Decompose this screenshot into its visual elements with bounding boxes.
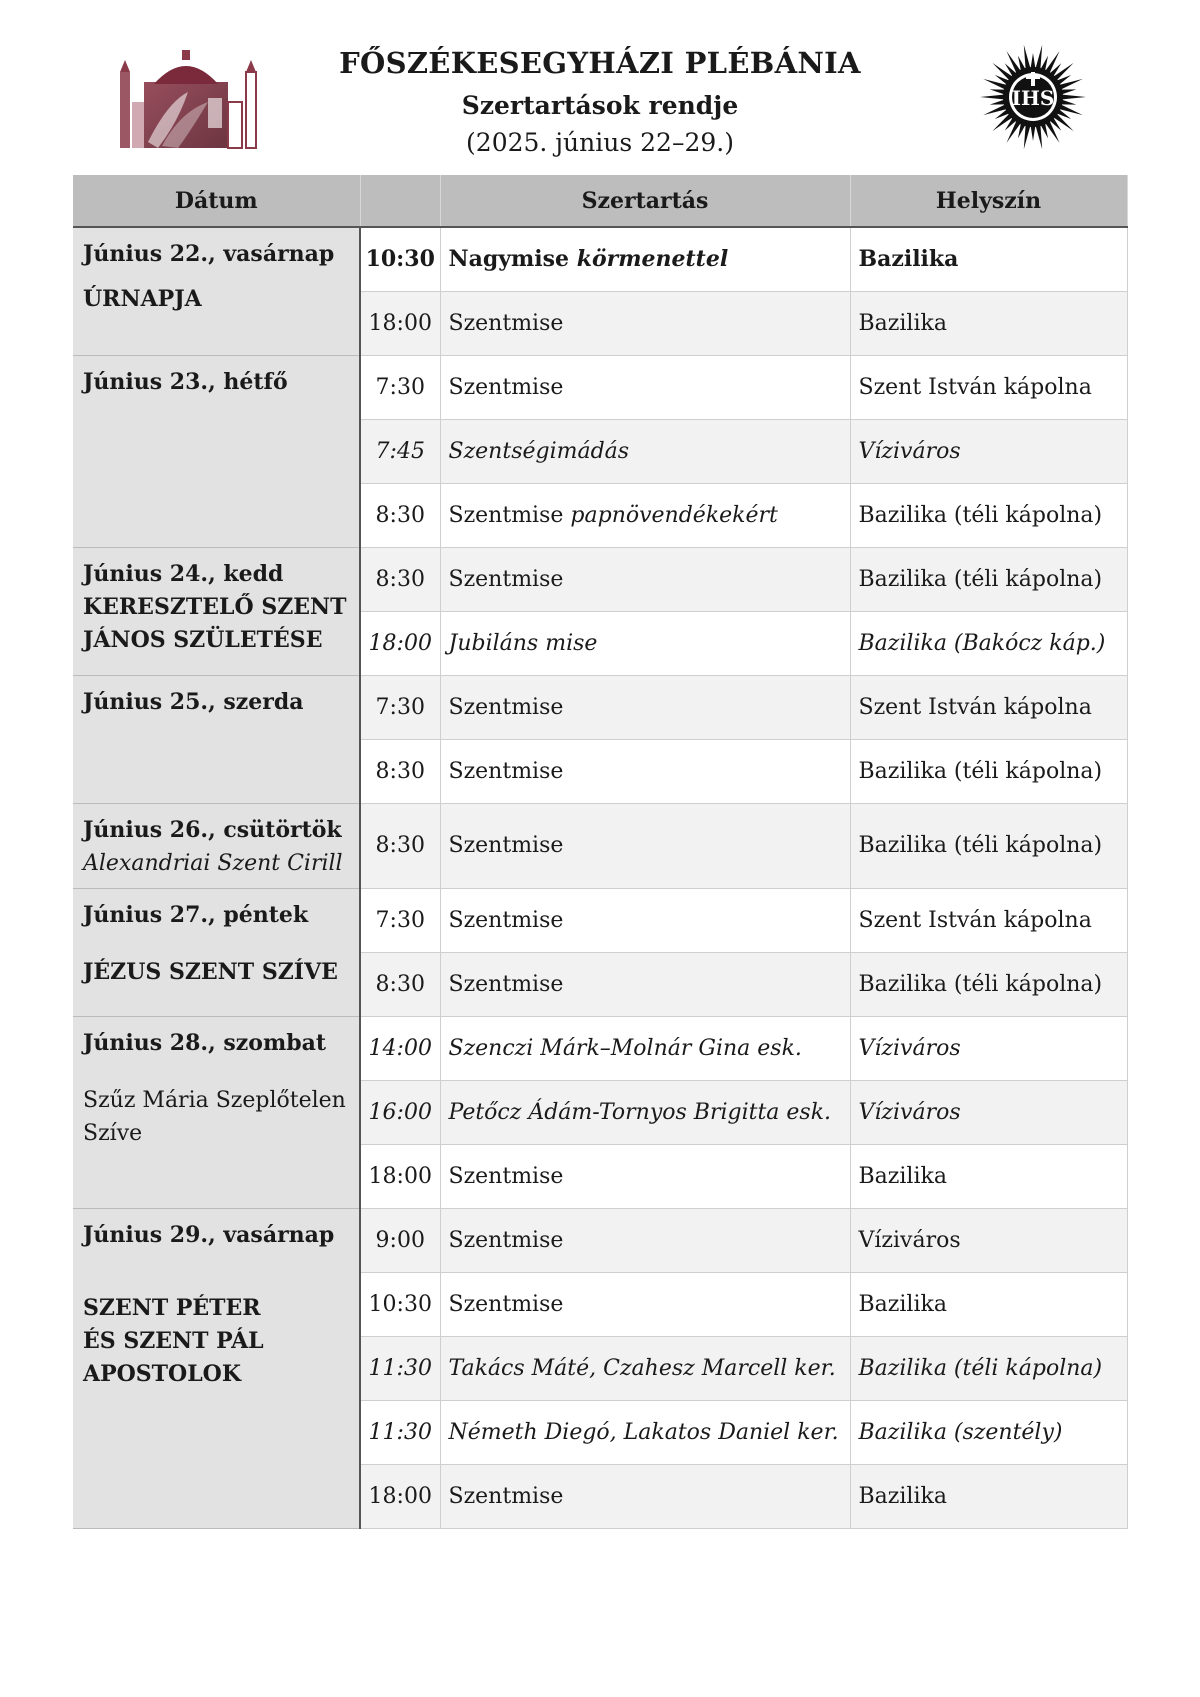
service-cell — [440, 1400, 850, 1464]
location-cell: Szent István kápolna — [850, 675, 1127, 739]
date-cell — [73, 803, 360, 888]
service-cell — [440, 1464, 850, 1528]
column-header-service: Szertartás — [440, 175, 850, 227]
day-label: Június 28., szombat — [83, 1029, 327, 1056]
day-label: Június 27., péntek — [83, 901, 309, 928]
service-cell — [440, 355, 850, 419]
service-cell — [440, 803, 850, 888]
location-cell: Bazilika — [850, 227, 1127, 291]
time-cell: 8:30 — [360, 483, 440, 547]
service-cell — [440, 1144, 850, 1208]
table-row — [73, 1208, 1127, 1272]
service-cell — [440, 227, 850, 291]
service-name: Szentségimádás — [448, 438, 630, 464]
location-cell: Bazilika — [850, 1272, 1127, 1336]
page-subtitle: Szertartások rendje — [461, 91, 739, 120]
feast-label: ÉS SZENT PÁL — [83, 1327, 264, 1354]
service-name: Szentmise — [448, 502, 571, 528]
location-cell: Bazilika (szentély) — [850, 1400, 1127, 1464]
service-name: Szentmise — [448, 971, 564, 997]
table-header-row — [73, 175, 1127, 227]
time-cell: 14:00 — [360, 1016, 440, 1080]
service-name: Szentmise — [448, 1163, 564, 1189]
feast-label: Szűz Mária Szeplőtelen — [83, 1087, 346, 1113]
table-row — [73, 355, 1127, 419]
time-cell: 18:00 — [360, 291, 440, 355]
date-cell — [73, 1016, 360, 1208]
location-cell: Bazilika (téli kápolna) — [850, 739, 1127, 803]
location-cell: Szent István kápolna — [850, 888, 1127, 952]
location-cell: Bazilika — [850, 1144, 1127, 1208]
day-label: Június 29., vasárnap — [83, 1221, 335, 1248]
date-cell — [73, 888, 360, 1016]
column-header-location: Helyszín — [850, 175, 1127, 227]
location-cell: Bazilika (téli kápolna) — [850, 1336, 1127, 1400]
table-row — [73, 803, 1127, 888]
service-name: Szentmise — [448, 1227, 564, 1253]
date-cell — [73, 355, 360, 547]
table-row — [73, 227, 1127, 291]
time-cell: 18:00 — [360, 611, 440, 675]
feast-label: SZENT PÉTER — [83, 1294, 261, 1321]
location-cell: Bazilika (téli kápolna) — [850, 803, 1127, 888]
time-cell: 8:30 — [360, 952, 440, 1016]
service-name: Szentmise — [448, 1483, 564, 1509]
time-cell: 16:00 — [360, 1080, 440, 1144]
location-cell: Bazilika (téli kápolna) — [850, 483, 1127, 547]
service-cell — [440, 419, 850, 483]
date-cell — [73, 227, 360, 355]
location-cell: Bazilika (Bakócz káp.) — [850, 611, 1127, 675]
service-cell — [440, 888, 850, 952]
time-cell: 18:00 — [360, 1144, 440, 1208]
basilica-logo-icon — [118, 42, 258, 150]
service-cell — [440, 1272, 850, 1336]
service-cell — [440, 952, 850, 1016]
feast-label: KERESZTELŐ SZENT — [83, 593, 347, 620]
ihs-sun-emblem-icon — [978, 42, 1088, 152]
service-cell — [440, 547, 850, 611]
page-header — [0, 0, 1200, 175]
table-row — [73, 675, 1127, 739]
service-cell — [440, 675, 850, 739]
time-cell: 7:30 — [360, 675, 440, 739]
service-cell — [440, 739, 850, 803]
service-name: Szentmise — [448, 758, 564, 784]
service-name: Szentmise — [448, 310, 564, 336]
schedule-body — [73, 227, 1127, 1528]
service-cell — [440, 611, 850, 675]
day-label: Június 25., szerda — [83, 688, 304, 715]
service-name: Szentmise — [448, 374, 564, 400]
feast-label: JÁNOS SZÜLETÉSE — [83, 626, 323, 653]
location-cell: Bazilika — [850, 1464, 1127, 1528]
time-cell: 11:30 — [360, 1336, 440, 1400]
date-cell — [73, 675, 360, 803]
location-cell: Víziváros — [850, 1208, 1127, 1272]
feast-label: ÚRNAPJA — [83, 286, 202, 312]
day-label: Június 22., vasárnap — [83, 241, 335, 267]
time-cell: 10:30 — [360, 227, 440, 291]
service-cell — [440, 1080, 850, 1144]
table-row — [73, 888, 1127, 952]
location-cell: Víziváros — [850, 1016, 1127, 1080]
svg-text:IHS: IHS — [1011, 86, 1055, 110]
day-label: Június 23., hétfő — [83, 368, 288, 395]
day-label: Június 24., kedd — [83, 560, 284, 587]
time-cell: 7:45 — [360, 419, 440, 483]
date-cell — [73, 1208, 360, 1528]
location-cell: Bazilika (téli kápolna) — [850, 952, 1127, 1016]
service-name: Szentmise — [448, 566, 564, 592]
service-note: papnövendékekért — [570, 502, 778, 528]
location-cell: Víziváros — [850, 419, 1127, 483]
service-name: Szentmise — [448, 907, 564, 933]
location-cell: Bazilika — [850, 291, 1127, 355]
table-row — [73, 547, 1127, 611]
service-cell — [440, 1016, 850, 1080]
time-cell: 7:30 — [360, 888, 440, 952]
time-cell: 8:30 — [360, 547, 440, 611]
location-cell: Víziváros — [850, 1080, 1127, 1144]
table-row — [73, 1016, 1127, 1080]
service-name: Jubiláns mise — [448, 630, 598, 656]
service-name: Szentmise — [448, 1291, 564, 1317]
page-title: FŐSZÉKESEGYHÁZI PLÉBÁNIA — [339, 46, 861, 80]
service-name: Szentmise — [448, 833, 564, 858]
service-cell — [440, 1336, 850, 1400]
service-name: Nagymise — [448, 246, 577, 273]
service-name: Takács Máté, Czahesz Marcell ker. — [448, 1355, 836, 1381]
date-range: (2025. június 22–29.) — [466, 128, 734, 157]
day-label: Június 26., csütörtök — [83, 816, 342, 843]
service-name: Szentmise — [448, 694, 564, 720]
location-cell: Bazilika (téli kápolna) — [850, 547, 1127, 611]
time-cell: 10:30 — [360, 1272, 440, 1336]
time-cell: 18:00 — [360, 1464, 440, 1528]
service-cell — [440, 483, 850, 547]
service-note: körmenettel — [576, 246, 729, 273]
time-cell: 11:30 — [360, 1400, 440, 1464]
location-cell: Szent István kápolna — [850, 355, 1127, 419]
service-cell — [440, 1208, 850, 1272]
column-header-date: Dátum — [73, 175, 360, 227]
feast-label: Szíve — [83, 1120, 143, 1146]
schedule-table — [73, 175, 1128, 1529]
service-cell — [440, 291, 850, 355]
time-cell: 8:30 — [360, 739, 440, 803]
column-header-time — [360, 175, 440, 227]
service-name: Petőcz Ádám-Tornyos Brigitta esk. — [448, 1099, 832, 1125]
feast-label: JÉZUS SZENT SZÍVE — [83, 958, 338, 985]
time-cell: 8:30 — [360, 803, 440, 888]
feast-label: Alexandriai Szent Cirill — [83, 850, 343, 876]
date-cell — [73, 547, 360, 675]
service-name: Szenczi Márk–Molnár Gina esk. — [448, 1035, 802, 1061]
service-name: Németh Diegó, Lakatos Daniel ker. — [448, 1419, 839, 1445]
title-block — [300, 44, 900, 160]
time-cell: 7:30 — [360, 355, 440, 419]
feast-label: APOSTOLOK — [83, 1360, 241, 1387]
time-cell: 9:00 — [360, 1208, 440, 1272]
